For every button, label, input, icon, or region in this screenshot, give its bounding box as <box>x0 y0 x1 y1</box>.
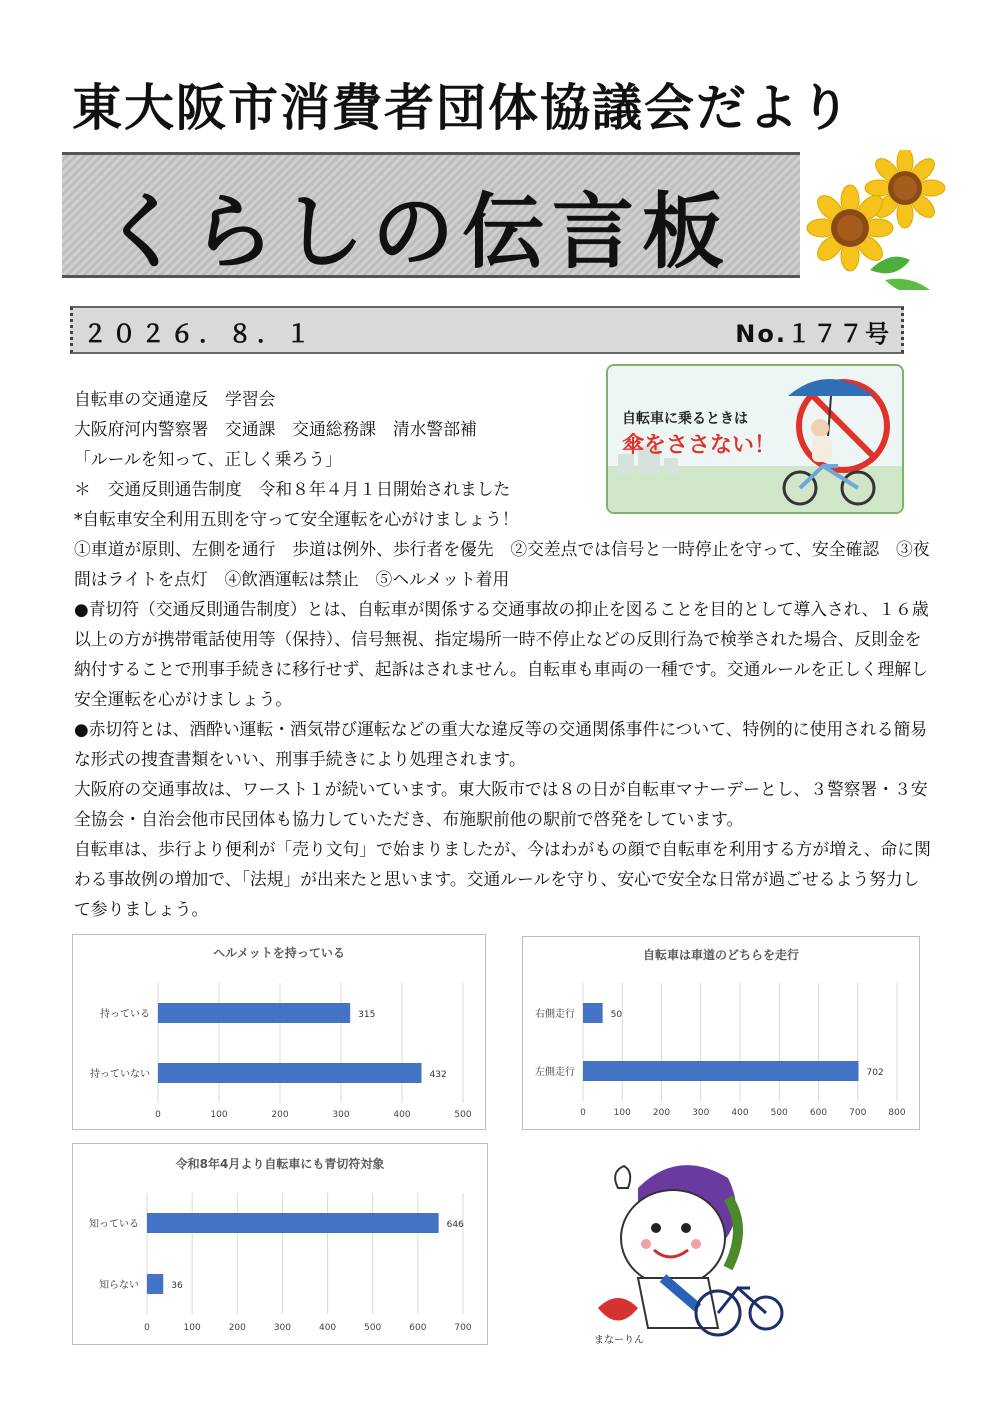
article-line: ●赤切符とは、酒酔い運転・酒気帯び運転などの重大な違反等の交通関係事件について、特例的に使用される簡易な形式の捜査書類をいい、刑事手続きにより処理されます。 <box>74 719 928 769</box>
chart-road-side <box>522 936 920 1130</box>
x-tick-label: 100 <box>210 1110 228 1120</box>
chart-road-side-svg <box>523 937 919 1129</box>
article-line: ●青切符（交通反則通告制度）とは、自転車が関係する交通事故の抑止を図ることを目的として導入され、１６歳以上の方が携帯電話使用等（保持）、信号無視、指定場所一時不停止などの反則行為で検挙された場合、反則金を納付することで刑事手続きに移行せず、起訴はされません。自転車も車両の一種です。交通ルールを正しく理解し安全運転を心がけましょう。 <box>74 599 929 709</box>
article-line: 大阪府河内警察署 交通課 交通総務課 清水警部補 <box>74 419 477 439</box>
data-label: 50 <box>610 1010 623 1020</box>
mascot-caption: まなーりん <box>594 1335 644 1346</box>
x-tick-label: 400 <box>318 1323 337 1333</box>
x-tick-label: 400 <box>731 1108 749 1118</box>
x-tick-label: 100 <box>183 1323 201 1333</box>
article-body <box>74 384 934 924</box>
chart-title: 自転車は車道のどちらを走行 <box>642 948 800 962</box>
bar <box>583 1003 603 1023</box>
article-line: 自転車の交通違反 学習会 <box>74 389 276 409</box>
banner <box>62 152 800 278</box>
x-tick-label: 0 <box>580 1108 586 1118</box>
category-label: 左側走行 <box>535 1067 575 1078</box>
x-tick-label: 400 <box>393 1110 411 1120</box>
x-tick-label: 200 <box>228 1323 246 1333</box>
mascot-icon <box>578 1158 784 1348</box>
data-label: 702 <box>866 1068 884 1078</box>
issue-date: ２０２６．８．１ <box>83 320 315 348</box>
article-line: 「ルールを知って、正しく乗ろう」 <box>74 449 342 469</box>
x-tick-label: 300 <box>692 1108 710 1118</box>
article-line: *自転車安全利用五則を守って安全運転を心がけましょう！ <box>74 509 519 529</box>
issue-number: No.１７７号 <box>735 320 891 348</box>
x-tick-label: 600 <box>809 1108 828 1118</box>
x-tick-label: 500 <box>364 1323 382 1333</box>
sunflower-icon <box>800 150 960 290</box>
category-label: 持っている <box>100 1009 150 1020</box>
bar <box>147 1274 163 1294</box>
x-tick-label: 200 <box>652 1108 671 1118</box>
x-tick-label: 300 <box>332 1110 350 1120</box>
x-tick-label: 0 <box>155 1110 161 1120</box>
org-title: 東大阪市消費者団体協議会だより <box>72 79 852 137</box>
x-tick-label: 700 <box>849 1108 867 1118</box>
chart-blue-ticket-svg <box>73 1144 487 1344</box>
bar <box>158 1063 422 1083</box>
data-label: 432 <box>429 1070 447 1080</box>
chart-title: ヘルメットを持っている <box>213 946 345 960</box>
bar <box>583 1061 859 1081</box>
article-line: ＊ 交通反則通告制度 令和８年４月１日開始されました <box>74 479 511 499</box>
article-line: 大阪府の交通事故は、ワースト１が続いています。東大阪市では８の日が自転車マナーデーとし、３警察署・３安全協会・自治会他市民団体も協力していただき、布施駅前他の駅前で啓発をしています。 <box>74 779 928 829</box>
x-tick-label: 700 <box>454 1323 472 1333</box>
category-label: 知らない <box>99 1280 139 1291</box>
data-label: 315 <box>358 1010 376 1020</box>
x-tick-label: 0 <box>144 1323 150 1333</box>
category-label: 持っていない <box>90 1069 150 1080</box>
poster-line2: 傘をささない！ <box>622 433 777 458</box>
x-tick-label: 100 <box>613 1108 631 1118</box>
chart-helmet-svg <box>73 935 485 1129</box>
x-tick-label: 800 <box>888 1108 906 1118</box>
article-line: 自転車は、歩行より便利が「売り文句」で始まりましたが、今はわがもの顔で自転車を利用する方が増え、命に関わる事故例の増加で、「法規」が出来たと思います。交通ルールを守り、安心で安全な日常が過ごせるよう努力して参りましょう。 <box>74 839 931 919</box>
banner-title: くらしの伝言板 <box>102 185 733 280</box>
data-label: 646 <box>446 1220 464 1230</box>
x-tick-label: 600 <box>409 1323 427 1333</box>
category-label: 右側走行 <box>535 1009 575 1020</box>
article-line: ①車道が原則、左側を通行 歩道は例外、歩行者を優先 ②交差点では信号と一時停止を守って、安全確認 ③夜間はライトを点灯 ④飲酒運転は禁止 ⑤ヘルメット着用 <box>74 539 930 589</box>
data-label: 36 <box>171 1281 183 1291</box>
category-label: 知っている <box>89 1219 139 1230</box>
x-tick-label: 200 <box>271 1110 289 1120</box>
x-tick-label: 500 <box>770 1108 788 1118</box>
x-tick-label: 500 <box>454 1110 472 1120</box>
chart-helmet <box>72 934 486 1130</box>
chart-title: 令和8年4月より自転車にも青切符対象 <box>175 1157 385 1171</box>
poster-line1: 自転車に乗るときは <box>622 411 748 427</box>
bar <box>147 1213 439 1233</box>
x-tick-label: 300 <box>273 1323 292 1333</box>
date-bar <box>70 306 904 354</box>
chart-blue-ticket <box>72 1143 488 1345</box>
bar <box>158 1003 350 1023</box>
